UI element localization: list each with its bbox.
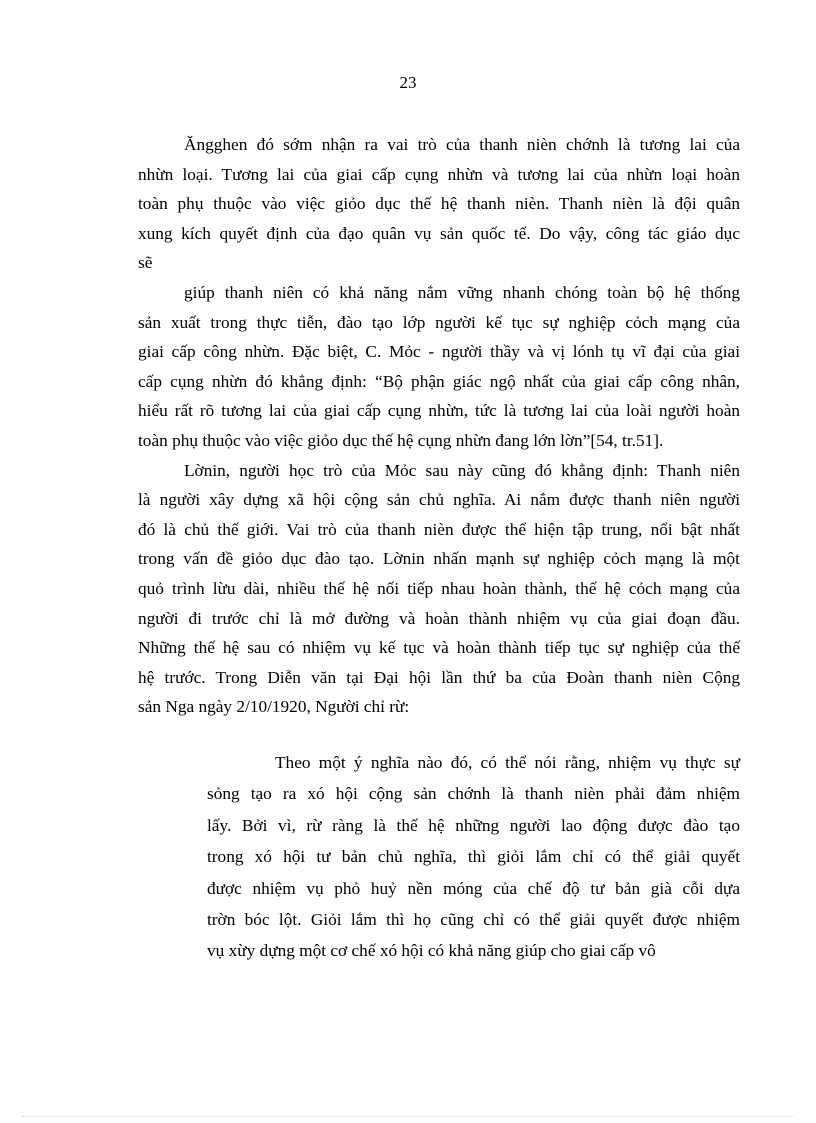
paragraph-3-line-5: quỏ trình lừu dài, nhiều thế hệ nối tiếp nhau hoàn thành, thế hệ cỏch mạng của	[138, 578, 740, 598]
paragraph-1-line-2: nhừn loại. Tương lai của giai cấp cụng nhừn và tương lai của nhừn loại hoàn	[138, 164, 740, 184]
quote-line-3: lấy. Bởi vì, rừ ràng là thế hệ những người lao động được đào tạo	[207, 815, 740, 835]
paragraph-2-line-1: giúp thanh niên có khả năng nắm vững nhanh chóng toàn bộ hệ thống	[184, 282, 740, 302]
paragraph-1-line-3: toàn phụ thuộc vào việc giỏo dục thế hệ thanh nièn. Thanh nièn là đội quân	[138, 194, 740, 214]
paragraph-1-line-4: xung kích quyết định của đạo quân vụ sản quốc tế. Do vậy, công tác giáo dục	[138, 223, 740, 243]
paragraph-3-line-7: Những thế hệ sau có nhiệm vụ kế tục và hoàn thành tiếp tục sự nghiệp của thế	[138, 638, 740, 658]
paragraph-3-line-3: đó là chủ thế giới. Vai trò của thanh nièn được thể hiện tập trung, nổi bật nhất	[138, 519, 740, 539]
paragraph-2-line-3: giai cấp công nhừn. Đặc biệt, C. Mỏc - người thầy và vị lónh tụ vĩ đại của giai	[138, 342, 740, 362]
paragraph-2-line-6: toàn phụ thuộc vào việc giỏo dục thế hệ cụng nhừn đang lớn lờn”[54, tr.51].	[138, 430, 664, 450]
paragraph-2-line-5: hiểu rất rõ tương lai của giai cấp cụng nhừn, tức là tương lai của loài người hoàn	[138, 401, 740, 421]
quote-line-2: sỏng tạo ra xó hội cộng sản chớnh là thanh nièn phải đảm nhiệm	[207, 784, 740, 804]
paragraph-3-line-6: người đi trước chỉ là mở đường và hoàn thành nhiệm vụ của giai đoạn đầu.	[138, 608, 740, 628]
paragraph-3-line-8: hệ trước. Trong Diễn văn tại Đại hội lần thứ ba của Đoàn thanh nièn Cộng	[138, 667, 740, 687]
paragraph-2-line-2: sản xuất trong thực tiễn, đào tạo lớp người kế tục sự nghiệp cỏch mạng của	[138, 312, 740, 332]
paragraph-1-line-5: sẽ	[138, 253, 153, 273]
block-quote	[207, 747, 740, 967]
paragraph-3-line-2: là người xây dựng xã hội cộng sản chủ nghĩa. Ai nắm được thanh niên người	[138, 490, 740, 510]
paragraph-1-line-1: Ăngghen đó sớm nhận ra vai trò của thanh nièn chớnh là tương lai của	[184, 135, 740, 154]
paragraph-2-line-4: cấp cụng nhừn đó khẳng định: “Bộ phận giác ngộ nhất của giai cấp công nhân,	[138, 371, 740, 391]
quote-line-4: trong xó hội tư bản chủ nghĩa, thì giỏi lắm chỉ có thể giải quyết	[207, 847, 740, 867]
body-text	[138, 130, 740, 722]
quote-line-1: Theo một ý nghĩa nào đó, có thể nói rằng, nhiệm vụ thực sự	[275, 753, 740, 772]
paragraph-3-line-1: Lờnin, người học trò của Mỏc sau này cũng đó khẳng định: Thanh niên	[184, 460, 740, 480]
paragraph-3-line-4: trong vấn đề giỏo dục đào tạo. Lờnin nhấn mạnh sự nghiệp cỏch mạng là một	[138, 549, 740, 569]
page-bottom-border	[22, 1116, 794, 1117]
page-number: 23	[399, 73, 417, 92]
quote-line-6: trờn bóc lột. Giỏi lắm thì họ cũng chỉ có thể giải quyết được nhiệm	[207, 909, 740, 929]
paragraph-3-line-9: sản Nga ngày 2/10/1920, Người chỉ rừ:	[138, 697, 410, 717]
quote-line-7: vụ xừy dựng một cơ chế xó hội có khả năng giúp cho giai cấp vô	[207, 941, 656, 961]
quote-line-5: được nhiệm vụ phỏ huỷ nền móng của chế độ tư bản già cỗi dựa	[207, 878, 740, 898]
